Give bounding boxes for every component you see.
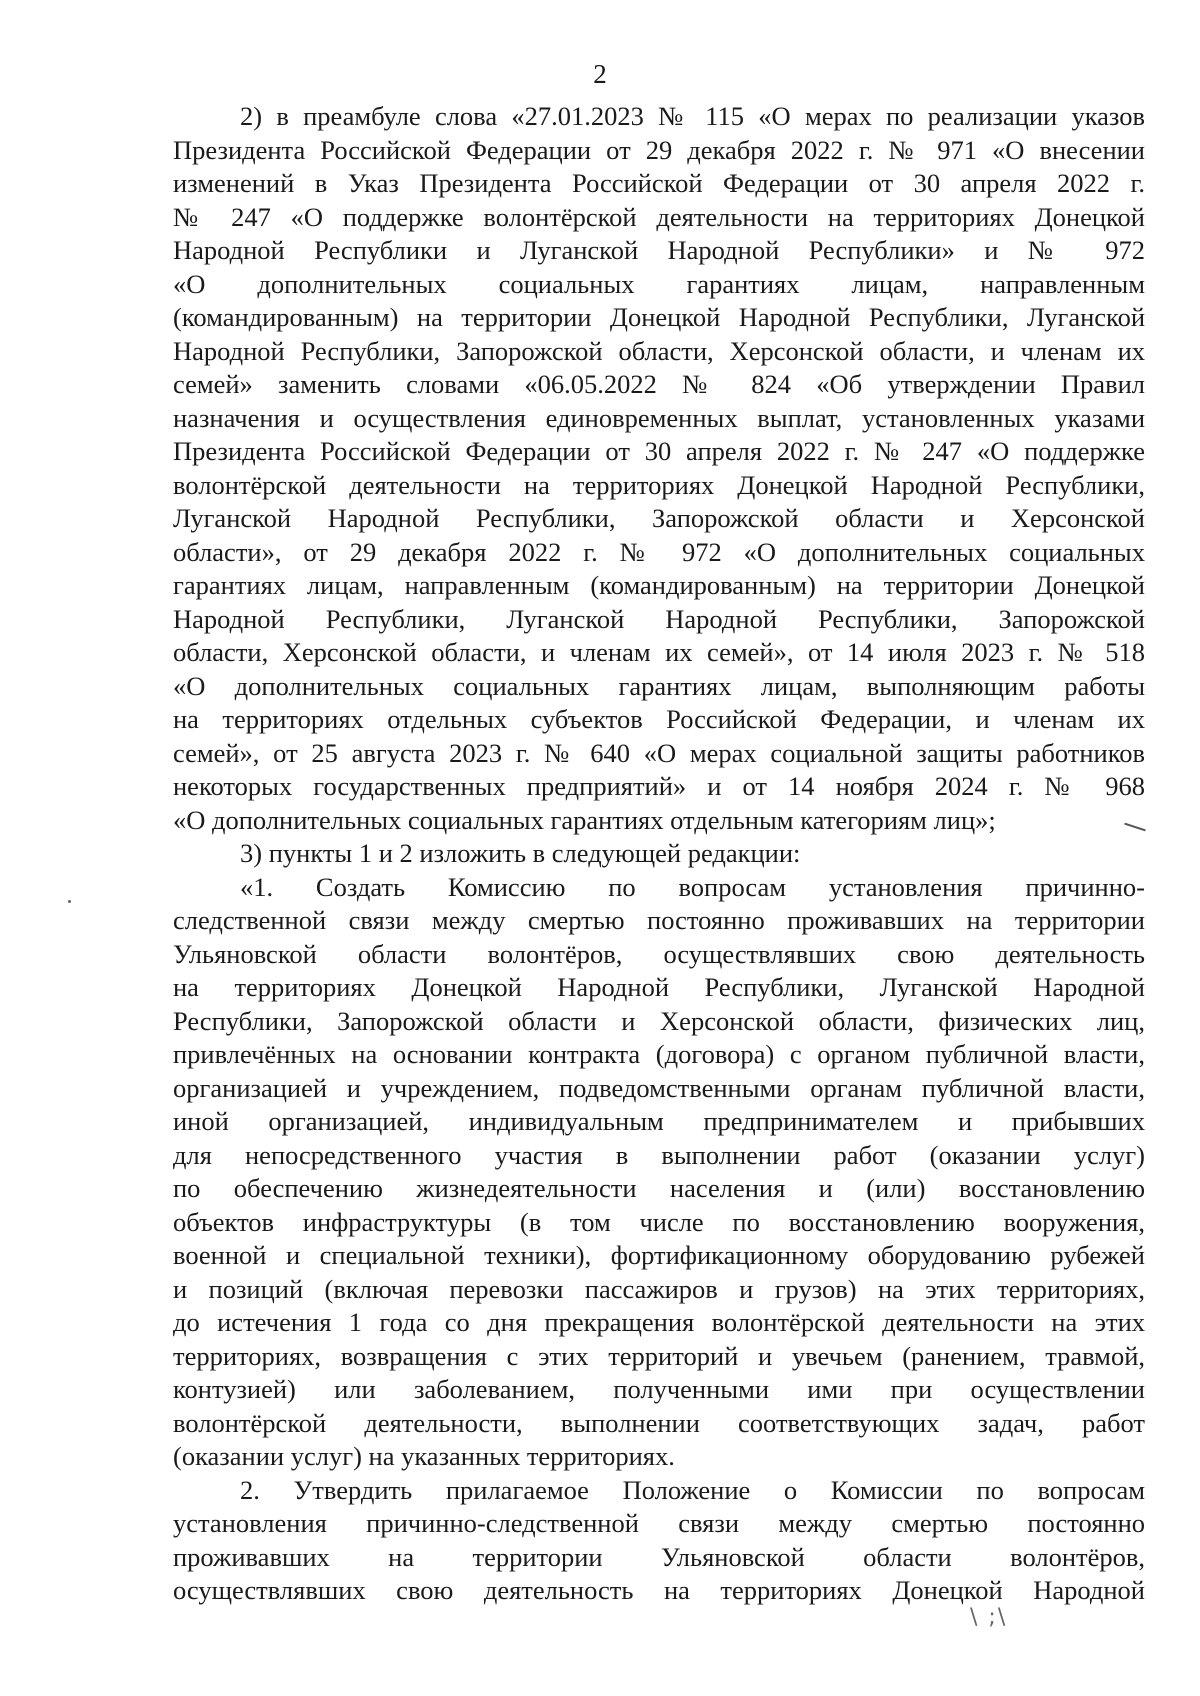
text-line: Народной Республики и Луганской Народной Республики» и № 972 — [173, 235, 1145, 265]
document-body — [173, 100, 1145, 1608]
text-line: волонтёрской деятельности, выполнении соответствующих задач, работ — [173, 1407, 1145, 1438]
text-line: «О дополнительных социальных гарантиях лицам, выполняющим работы — [173, 670, 1145, 701]
text-line: Народной Республики, Луганской Народной Республики, Запорожской — [173, 603, 1145, 634]
page-number: 2 — [593, 59, 607, 89]
text-line: до истечения 1 года со дня прекращения волонтёрской деятельности на этих — [173, 1307, 1145, 1337]
text-line: изменений в Указ Президента Российской Федерации от 30 апреля 2022 г. — [173, 168, 1145, 198]
text-line: «О дополнительных социальных гарантиях лицам, направленным — [173, 268, 1145, 299]
text-line: области, Херсонской области, и членам их семей», от 14 июля 2023 г. № 518 — [173, 637, 1145, 667]
text-line: Народной Республики, Запорожской области, Херсонской области, и членам их — [173, 335, 1145, 366]
text-line: семей» заменить словами «06.05.2022 № 824 «Об утверждении Правил — [173, 369, 1145, 399]
text-line: области», от 29 декабря 2022 г. № 972 «О дополнительных социальных — [173, 536, 1145, 567]
text-line: (командированным) на территории Донецкой Народной Республики, Луганской — [173, 302, 1145, 332]
text-line: для непосредственного участия в выполнении работ (оказании услуг) — [173, 1139, 1145, 1170]
text-line: проживавших на территории Ульяновской области волонтёров, — [173, 1541, 1145, 1572]
text-line: по обеспечению жизнедеятельности населения и (или) восстановлению — [173, 1173, 1145, 1203]
text-line: привлечённых на основании контракта (договора) с органом публичной власти, — [173, 1039, 1145, 1069]
text-line: Президента Российской Федерации от 30 апреля 2022 г. № 247 «О поддержке — [173, 436, 1145, 466]
handwritten-scribble: \ ;\ — [970, 1605, 1008, 1630]
text-line: 2. Утвердить прилагаемое Положение о Комиссии по вопросам — [240, 1474, 1145, 1505]
text-line: Президента Российской Федерации от 29 декабря 2022 г. № 971 «О внесении — [173, 134, 1145, 165]
text-line: «О дополнительных социальных гарантиях отдельным категориям лиц»; — [173, 804, 996, 835]
text-line: (оказании услуг) на указанных территориях. — [173, 1441, 675, 1471]
text-line: территориях, возвращения с этих территорий и увечьем (ранением, травмой, — [173, 1340, 1145, 1371]
text-line: № 247 «О поддержке волонтёрской деятельности на территориях Донецкой — [173, 201, 1145, 232]
text-line: Ульяновской области волонтёров, осуществлявших свою деятельность — [173, 938, 1145, 969]
text-line: волонтёрской деятельности на территориях Донецкой Народной Республики, — [173, 469, 1145, 500]
text-line: на территориях отдельных субъектов Российской Федерации, и членам их — [173, 704, 1145, 734]
text-line: назначения и осуществления единовременных выплат, установленных указами — [173, 402, 1145, 433]
text-line: следственной связи между смертью постоянно проживавших на территории — [173, 905, 1145, 935]
text-line: организацией и учреждением, подведомственными органам публичной власти, — [173, 1072, 1145, 1103]
text-line: некоторых государственных предприятий» и от 14 ноября 2024 г. № 968 — [173, 771, 1145, 801]
text-line: 3) пункты 1 и 2 изложить в следующей редакции: — [240, 838, 801, 868]
text-line: 2) в преамбуле слова «27.01.2023 № 115 «О мерах по реализации указов — [240, 101, 1145, 131]
text-line: семей», от 25 августа 2023 г. № 640 «О мерах социальной защиты работников — [173, 737, 1145, 768]
text-line: установления причинно-следственной связи между смертью постоянно — [173, 1508, 1145, 1538]
text-line: на территориях Донецкой Народной Республики, Луганской Народной — [173, 972, 1145, 1002]
text-line: военной и специальной техники), фортификационному оборудованию рубежей — [173, 1240, 1145, 1270]
text-line: объектов инфраструктуры (в том числе по восстановлению вооружения, — [173, 1206, 1145, 1237]
text-line: осуществлявших свою деятельность на территориях Донецкой Народной — [173, 1575, 1145, 1605]
text-line: Луганской Народной Республики, Запорожской области и Херсонской — [173, 503, 1145, 533]
text-line: контузией) или заболеванием, полученными ими при осуществлении — [173, 1374, 1145, 1404]
margin-dot-mark — [68, 900, 71, 903]
text-line: гарантиях лицам, направленным (командированным) на территории Донецкой — [173, 570, 1145, 600]
text-line: и позиций (включая перевозки пассажиров и грузов) на этих территориях, — [173, 1273, 1145, 1304]
text-line: иной организацией, индивидуальным предпринимателем и прибывших — [173, 1106, 1145, 1136]
text-line: Республики, Запорожской области и Херсонской области, физических лиц, — [173, 1005, 1145, 1036]
text-line: «1. Создать Комиссию по вопросам установления причинно- — [240, 871, 1145, 902]
